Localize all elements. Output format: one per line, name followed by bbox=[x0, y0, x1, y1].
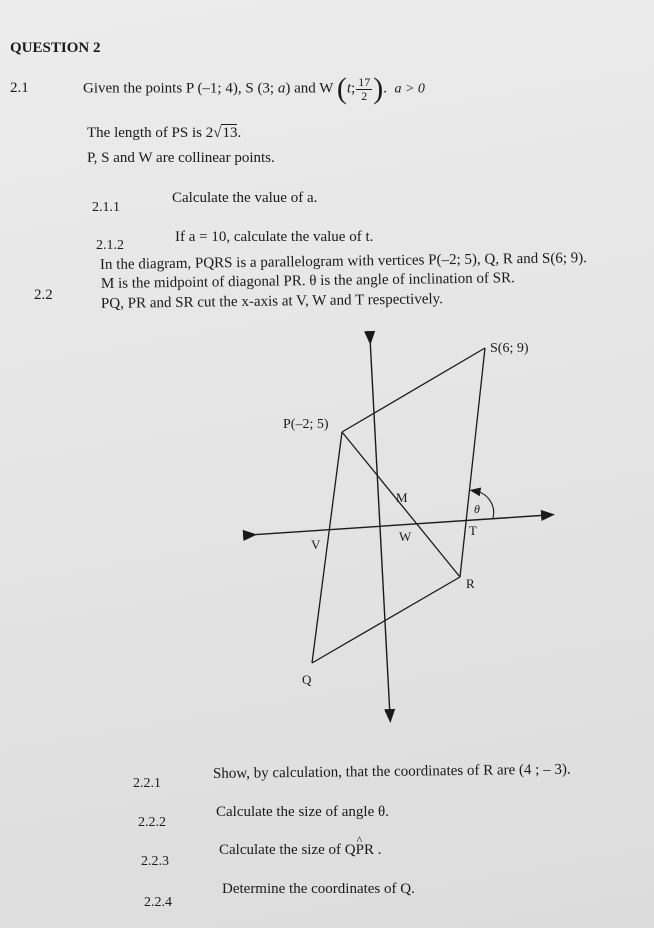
q2-2-1-number: 2.2.1 bbox=[133, 776, 161, 791]
side-SR bbox=[460, 348, 485, 577]
q2-1-given-points: Given the points P (–1; 4), S (3; a) and W (t; $\frac{17}{2}$ ). a > 0 bbox=[83, 72, 425, 105]
a-condition: a > 0 bbox=[394, 81, 425, 97]
label-M: M bbox=[396, 490, 408, 505]
label-W: W bbox=[399, 529, 412, 544]
q2-2-1-text: Show, by calculation, that the coordinates of R are (4 ; – 3). bbox=[212, 761, 571, 782]
q2-1-1-number: 2.1.1 bbox=[92, 200, 120, 215]
q2-2-2-text: Calculate the size of angle θ. bbox=[216, 804, 389, 820]
label-T: T bbox=[469, 523, 477, 538]
label-R: R bbox=[466, 576, 475, 591]
label-V: V bbox=[311, 537, 321, 552]
q2-2-3-text: Calculate the size of Q^ PR . bbox=[219, 842, 381, 859]
q2-2-3-number: 2.2.3 bbox=[141, 854, 169, 869]
q2-2-4-text: Determine the coordinates of Q. bbox=[222, 881, 415, 897]
q2-2-line1: In the diagram, PQRS is a parallelogram with vertices P(–2; 5), Q, R and S(6; 9). bbox=[99, 250, 588, 273]
q2-1-number: 2.1 bbox=[10, 80, 29, 96]
q2-2-2-number: 2.2.2 bbox=[138, 815, 166, 830]
q2-2-line3: PQ, PR and SR cut the x-axis at V, W and T respectively. bbox=[100, 291, 444, 312]
collinear-statement: P, S and W are collinear points. bbox=[87, 150, 275, 166]
q2-1-2-number: 2.1.2 bbox=[96, 238, 124, 253]
question-heading: QUESTION 2 bbox=[10, 40, 101, 56]
q2-2-number: 2.2 bbox=[34, 287, 53, 303]
label-Q: Q bbox=[302, 672, 312, 687]
label-P: P(–2; 5) bbox=[283, 417, 329, 432]
label-theta: θ bbox=[474, 502, 480, 516]
q2-2-4-number: 2.2.4 bbox=[144, 895, 172, 910]
ps-length: The length of PS is 2√13. bbox=[87, 125, 242, 141]
label-S: S(6; 9) bbox=[490, 341, 529, 356]
q2-1-1-text: Calculate the value of a. bbox=[172, 190, 318, 206]
q2-2-line2: M is the midpoint of diagonal PR. θ is the angle of inclination of SR. bbox=[100, 270, 515, 292]
w-y-fraction: $\frac{17}{2}$ bbox=[358, 74, 371, 103]
q2-1-2-text: If a = 10, calculate the value of t. bbox=[175, 229, 374, 245]
side-PS bbox=[342, 348, 485, 432]
